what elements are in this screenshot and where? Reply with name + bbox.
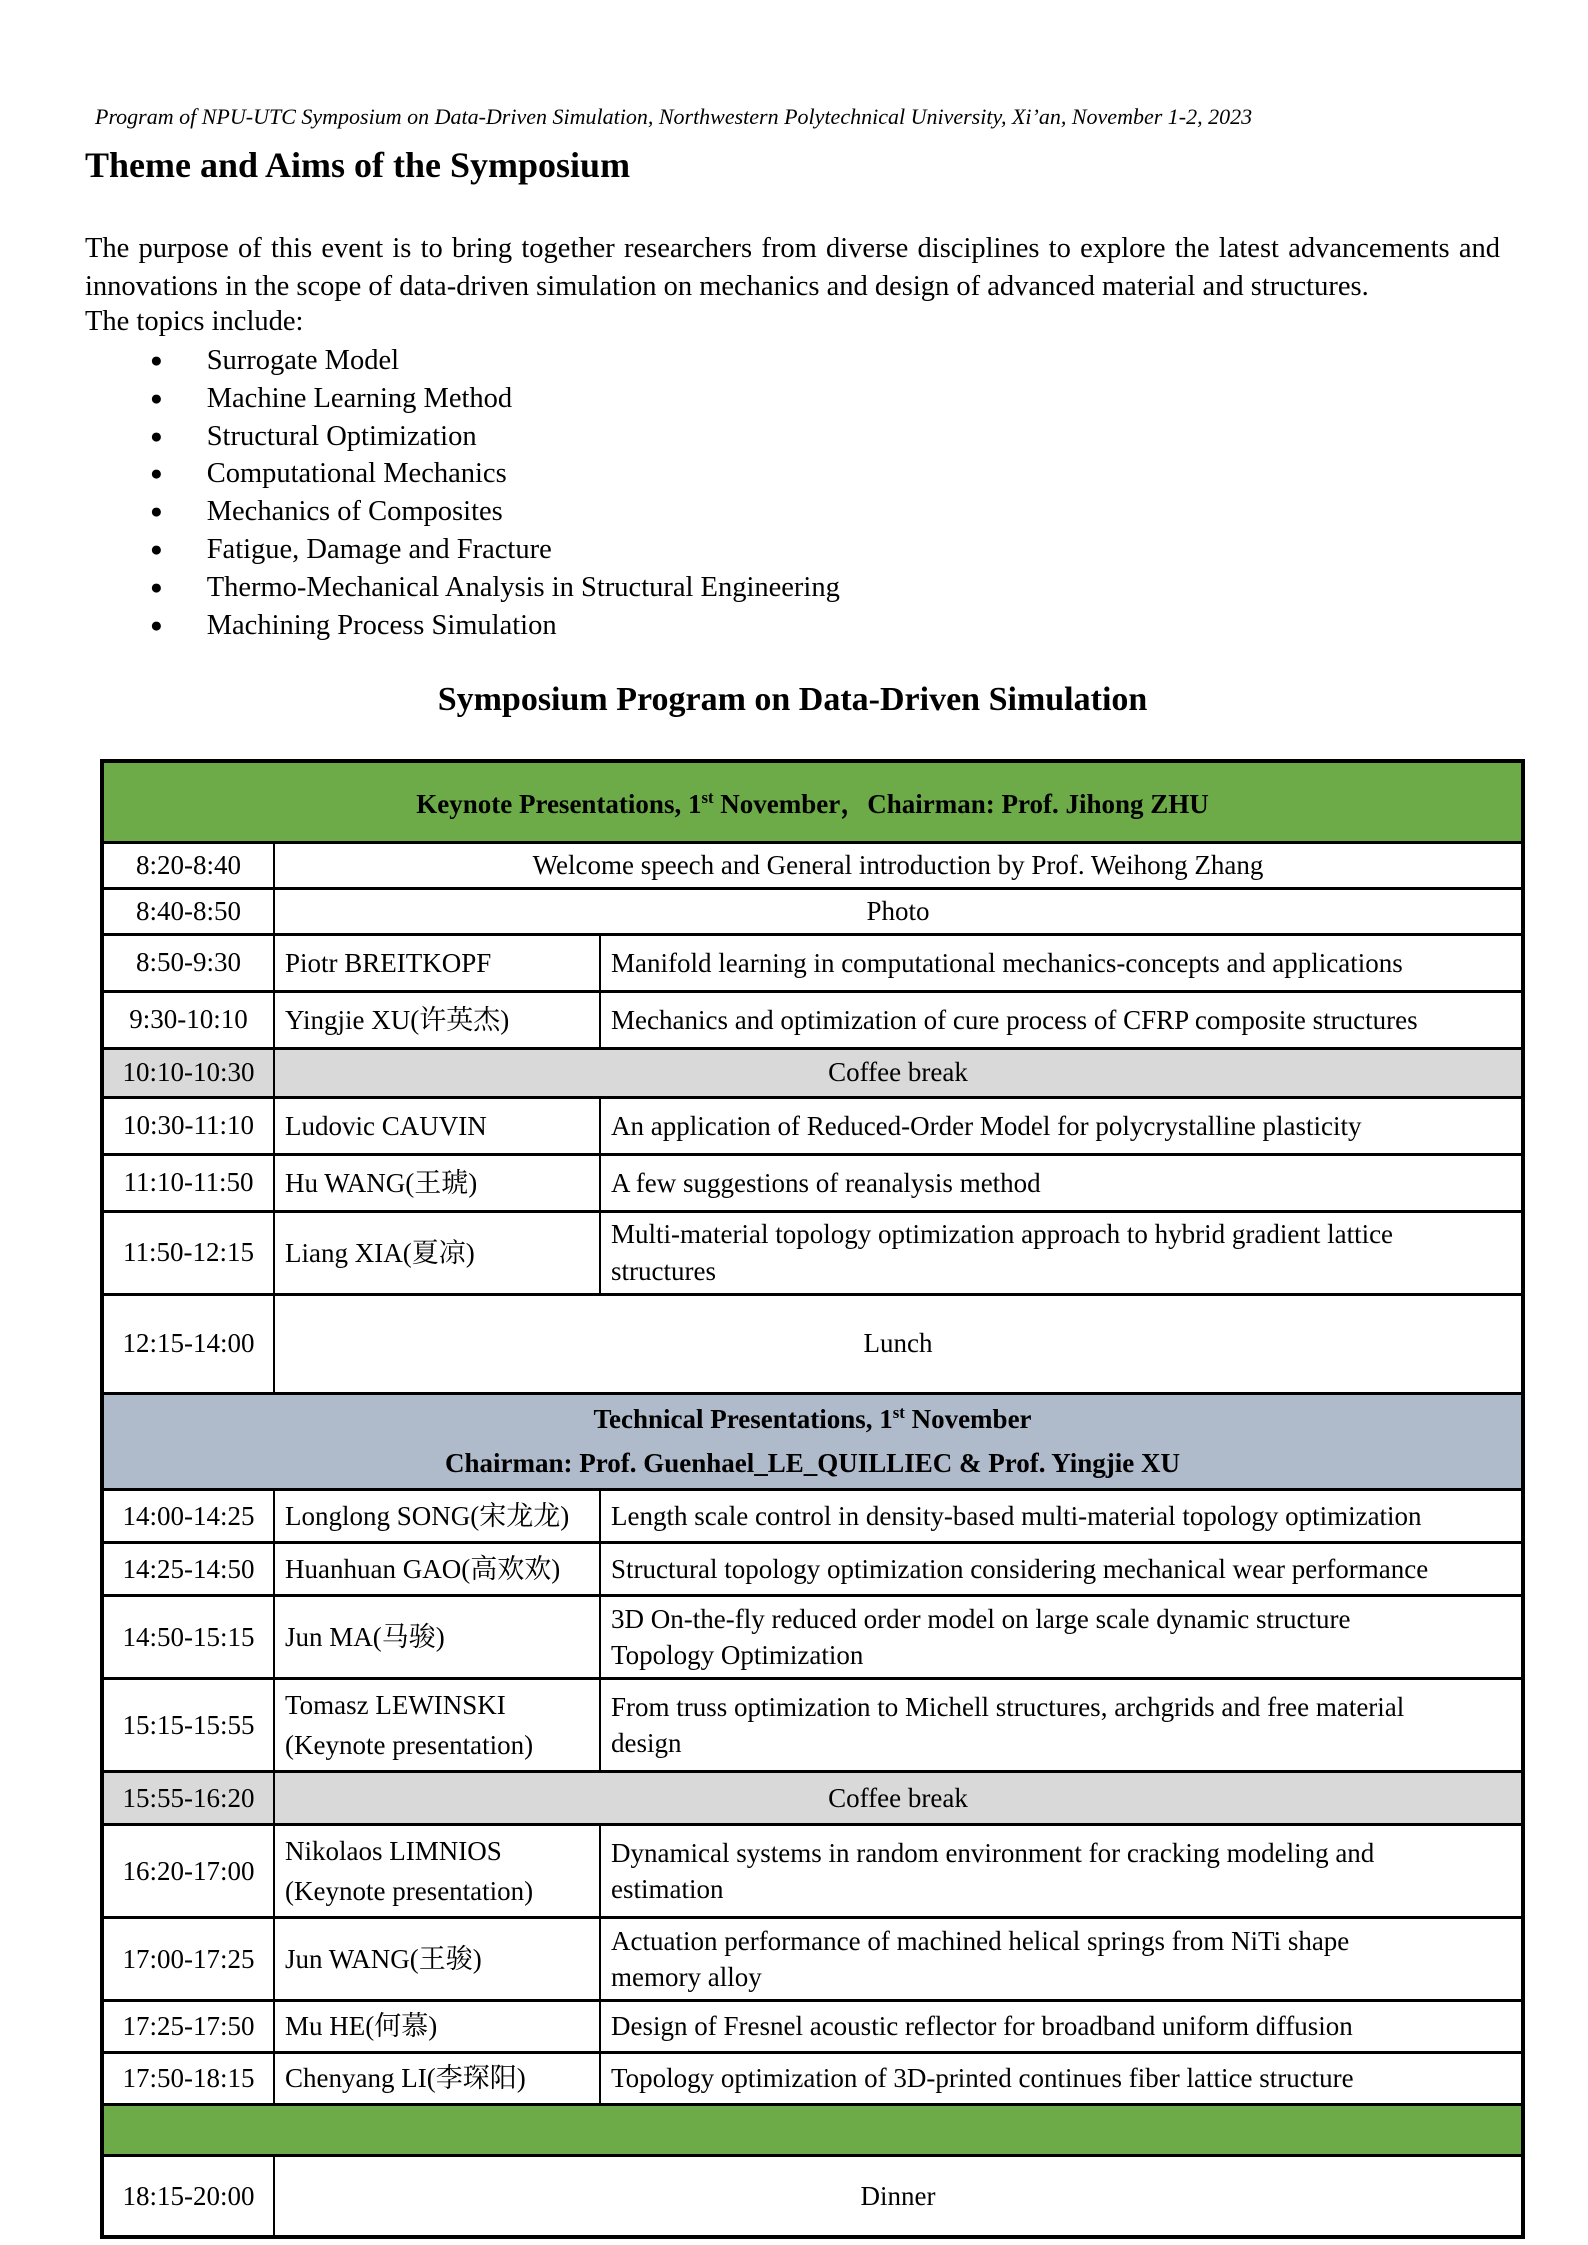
- talk-title: A few suggestions of reanalysis method: [611, 1167, 1041, 1198]
- speaker-cell: [274, 1825, 600, 1918]
- doc-header-line: Program of NPU-UTC Symposium on Data-Driven Simulation, Northwestern Polytechnical University, Xi’an, November 1-2, 2023: [95, 104, 1253, 129]
- schedule-row: [102, 1154, 1523, 1211]
- event-cell: Dinner: [274, 2156, 1523, 2238]
- title-cell: [600, 1097, 1523, 1154]
- topic-item-label: Machining Process Simulation: [206, 610, 557, 642]
- technical-header-line1: November: [904, 1403, 1032, 1434]
- time-cell: 17:50-18:15: [102, 2053, 274, 2105]
- keynote-section-header-cell: [102, 761, 1523, 843]
- schedule-row: [102, 934, 1523, 991]
- coffee-break-row: [102, 1772, 1523, 1825]
- time-cell: 12:15-14:00: [102, 1294, 274, 1393]
- speaker-name: Jun MA(马骏): [285, 1621, 445, 1652]
- lunch-row: [102, 1294, 1523, 1393]
- time-cell: 8:20-8:40: [102, 842, 274, 888]
- speaker-name: Yingjie XU(许英杰): [285, 1004, 510, 1035]
- talk-title: 3D On-the-fly reduced order model on large scale dynamic structure Topology Optimization: [611, 1603, 1351, 1670]
- title-cell: [600, 2053, 1523, 2105]
- time-cell: 15:55-16:20: [102, 1772, 274, 1825]
- event-cell: Welcome speech and General introduction by Prof. Weihong Zhang: [274, 842, 1523, 888]
- technical-section-header-cell: [102, 1393, 1523, 1489]
- event-cell: Coffee break: [274, 1772, 1523, 1825]
- speaker-name: Huanhuan GAO(高欢欢): [285, 1553, 561, 1584]
- title-cell: [600, 1211, 1523, 1294]
- time-cell: 11:10-11:50: [102, 1154, 274, 1211]
- title-cell: [600, 934, 1523, 991]
- technical-header-sup: st: [892, 1402, 905, 1422]
- speaker-note: (Keynote presentation): [285, 1730, 534, 1760]
- topic-item: [150, 569, 1500, 607]
- time-cell: 15:15-15:55: [102, 1679, 274, 1772]
- event-cell: Coffee break: [274, 1048, 1523, 1097]
- time-cell: 17:25-17:50: [102, 2001, 274, 2053]
- speaker-cell: [274, 1211, 600, 1294]
- topic-item-label: Machine Learning Method: [206, 382, 513, 414]
- talk-title: Topology optimization of 3D-printed continues fiber lattice structure: [611, 2063, 1354, 2094]
- schedule-row: [102, 1097, 1523, 1154]
- schedule-row: [102, 1211, 1523, 1294]
- topic-item: [150, 531, 1500, 569]
- talk-title: An application of Reduced-Order Model for polycrystalline plasticity: [611, 1110, 1362, 1141]
- speaker-name: Hu WANG(王琥): [285, 1167, 478, 1198]
- program-table: [100, 759, 1525, 2239]
- speaker-name: Ludovic CAUVIN: [285, 1110, 487, 1141]
- speaker-name: Piotr BREITKOPF: [285, 947, 492, 978]
- speaker-name: Liang XIA(夏凉): [285, 1237, 475, 1268]
- time-cell: 17:00-17:25: [102, 1918, 274, 2001]
- time-cell: 14:00-14:25: [102, 1490, 274, 1543]
- schedule-row: [102, 888, 1523, 934]
- speaker-cell: [274, 934, 600, 991]
- speaker-cell: [274, 1918, 600, 2001]
- speaker-cell: [274, 991, 600, 1048]
- speaker-name: Chenyang LI(李琛阳): [285, 2063, 526, 2094]
- speaker-name: Jun WANG(王骏): [285, 1943, 482, 1974]
- schedule-row: [102, 842, 1523, 888]
- title-cell: [600, 1825, 1523, 1918]
- speaker-cell: [274, 1097, 600, 1154]
- empty-green-cell: [102, 2105, 1523, 2156]
- keynote-section-header: [102, 761, 1523, 843]
- speaker-cell: [274, 1490, 600, 1543]
- speaker-cell: [274, 2053, 600, 2105]
- section-heading: Theme and Aims of the Symposium: [85, 145, 631, 185]
- schedule-row: [102, 1825, 1523, 1918]
- talk-title: Manifold learning in computational mechanics-concepts and applications: [611, 947, 1403, 978]
- speaker-name: Tomasz LEWINSKI: [285, 1689, 506, 1720]
- title-cell: [600, 2001, 1523, 2053]
- topic-item-label: Mechanics of Composites: [206, 496, 503, 528]
- title-cell: [600, 1490, 1523, 1543]
- topics-label: The topics include:: [85, 305, 304, 337]
- keynote-header-text: November，Chairman: Prof. Jihong ZHU: [713, 789, 1209, 820]
- talk-title: Dynamical systems in random environment for cracking modeling and estimation: [611, 1837, 1375, 1904]
- topic-item-label: Thermo-Mechanical Analysis in Structural Engineering: [206, 572, 840, 604]
- schedule-row: [102, 1490, 1523, 1543]
- title-cell: [600, 1154, 1523, 1211]
- speaker-cell: [274, 1154, 600, 1211]
- talk-title: Length scale control in density-based multi-material topology optimization: [611, 1500, 1422, 1531]
- talk-title: From truss optimization to Michell structures, archgrids and free material design: [611, 1691, 1405, 1758]
- topic-item: [150, 380, 1500, 418]
- technical-header-line2: Chairman: Prof. Guenhael_LE_QUILLIEC & Prof. Yingjie XU: [445, 1448, 1181, 1479]
- schedule-row: [102, 1679, 1523, 1772]
- title-cell: [600, 991, 1523, 1048]
- intro-paragraph: The purpose of this event is to bring together researchers from diverse disciplines to explore the latest advancements and innovations in the scope of data-driven simulation on mechanics and design of advanced material and structures.: [85, 233, 1500, 302]
- speaker-cell: [274, 1543, 600, 1596]
- schedule-row: [102, 1918, 1523, 2001]
- keynote-header-sup: st: [701, 788, 714, 808]
- speaker-name: Longlong SONG(宋龙龙): [285, 1500, 570, 1531]
- talk-title: Mechanics and optimization of cure process of CFRP composite structures: [611, 1004, 1418, 1035]
- schedule-row: [102, 2053, 1523, 2105]
- title-cell: [600, 1543, 1523, 1596]
- program-title: Symposium Program on Data-Driven Simulation: [437, 680, 1148, 718]
- speaker-cell: [274, 1679, 600, 1772]
- event-cell: Photo: [274, 888, 1523, 934]
- title-cell: [600, 1679, 1523, 1772]
- title-cell: [600, 1918, 1523, 2001]
- topic-item: [150, 493, 1500, 531]
- time-cell: 10:30-11:10: [102, 1097, 274, 1154]
- talk-title: Design of Fresnel acoustic reflector for broadband uniform diffusion: [611, 2011, 1353, 2042]
- topic-item-label: Fatigue, Damage and Fracture: [206, 534, 552, 566]
- topic-item-label: Surrogate Model: [206, 344, 400, 376]
- schedule-row: [102, 1543, 1523, 1596]
- event-cell: Lunch: [274, 1294, 1523, 1393]
- topic-item-label: Structural Optimization: [206, 420, 477, 452]
- speaker-name: Nikolaos LIMNIOS: [285, 1835, 502, 1866]
- talk-title: Structural topology optimization considering mechanical wear performance: [611, 1553, 1429, 1584]
- time-cell: 16:20-17:00: [102, 1825, 274, 1918]
- topic-item: [150, 418, 1500, 456]
- time-cell: 14:50-15:15: [102, 1596, 274, 1679]
- dinner-row: [102, 2156, 1523, 2238]
- speaker-cell: [274, 2001, 600, 2053]
- time-cell: 14:25-14:50: [102, 1543, 274, 1596]
- title-cell: [600, 1596, 1523, 1679]
- topic-item-label: Computational Mechanics: [206, 458, 507, 490]
- technical-section-header: [102, 1393, 1523, 1489]
- time-cell: 11:50-12:15: [102, 1211, 274, 1294]
- schedule-row: [102, 2001, 1523, 2053]
- topic-item: [150, 342, 1500, 380]
- coffee-break-row: [102, 1048, 1523, 1097]
- talk-title: Actuation performance of machined helical springs from NiTi shape memory alloy: [611, 1925, 1350, 1992]
- topics-list: [85, 342, 1500, 645]
- speaker-note: (Keynote presentation): [285, 1876, 534, 1906]
- time-cell: 18:15-20:00: [102, 2156, 274, 2238]
- technical-header-line1: Technical Presentations, 1: [593, 1403, 893, 1434]
- talk-title: Multi-material topology optimization approach to hybrid gradient lattice structures: [611, 1219, 1394, 1286]
- schedule-row: [102, 1596, 1523, 1679]
- time-cell: 9:30-10:10: [102, 991, 274, 1048]
- speaker-cell: [274, 1596, 600, 1679]
- time-cell: 8:50-9:30: [102, 934, 274, 991]
- topic-item: [150, 455, 1500, 493]
- time-cell: 10:10-10:30: [102, 1048, 274, 1097]
- time-cell: 8:40-8:50: [102, 888, 274, 934]
- speaker-name: Mu HE(何慕): [285, 2011, 438, 2042]
- schedule-row: [102, 991, 1523, 1048]
- keynote-header-text: Keynote Presentations, 1: [416, 789, 702, 820]
- empty-green-row: [102, 2105, 1523, 2156]
- topic-item: [150, 607, 1500, 645]
